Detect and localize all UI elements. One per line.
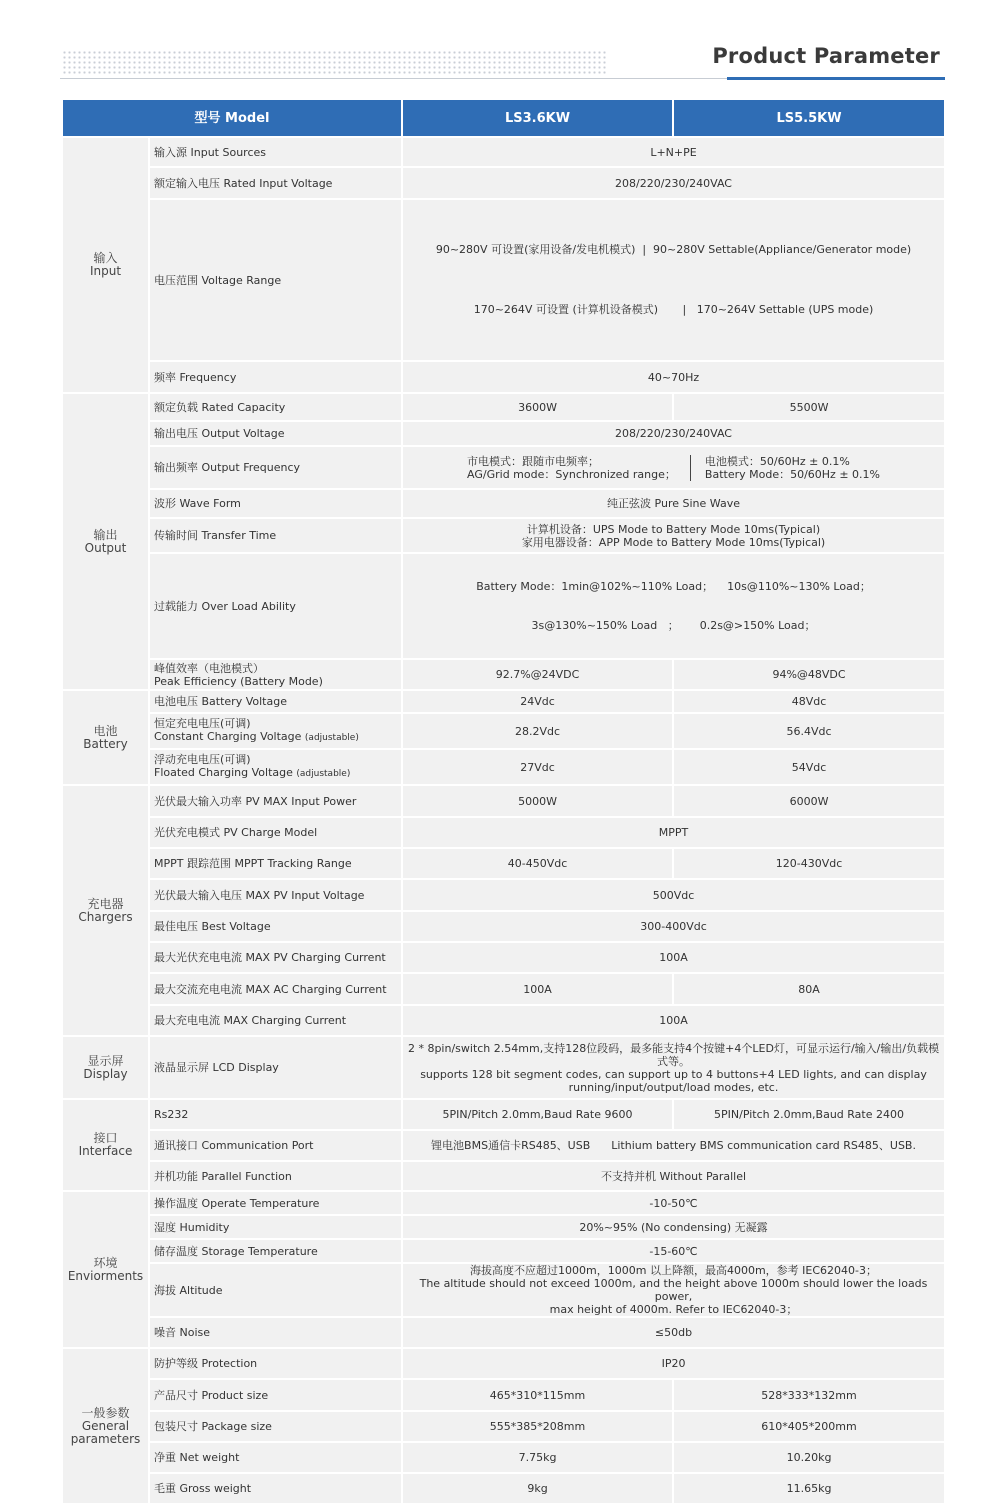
- table-row: [62, 659, 945, 690]
- category-en: Output: [84, 540, 127, 555]
- table-row: [62, 1130, 945, 1161]
- param-value: ≤50db: [402, 1317, 945, 1348]
- category-battery: [62, 690, 149, 785]
- table-row: [62, 1161, 945, 1191]
- param-value: 锂电池BMS通信卡RS485、USB Lithium battery BMS communication card RS485、USB.: [402, 1130, 945, 1161]
- table-row: [62, 553, 945, 659]
- model-ls55-header: LS5.5KW: [673, 99, 945, 137]
- param-value: 40~70Hz: [402, 361, 945, 393]
- param-label: 输出电压 Output Voltage: [149, 421, 402, 446]
- param-value: 不支持并机 Without Parallel: [402, 1161, 945, 1191]
- param-label: MPPT 跟踪范围 MPPT Tracking Range: [149, 848, 402, 879]
- param-label: 电压范围 Voltage Range: [149, 199, 402, 361]
- table-row: [62, 1473, 945, 1504]
- value-line: AG/Grid mode：Synchronized range；: [467, 467, 676, 481]
- param-label: 并机功能 Parallel Function: [149, 1161, 402, 1191]
- param-value: 6000W: [673, 785, 945, 817]
- param-label: 最佳电压 Best Voltage: [149, 911, 402, 942]
- param-value: 28.2Vdc: [402, 713, 673, 749]
- param-label: 海拔 Altitude: [149, 1263, 402, 1317]
- category-cn: 一般参数: [81, 1405, 130, 1420]
- param-value: 94%@48VDC: [673, 659, 945, 690]
- table-row: [62, 421, 945, 446]
- param-label: 额定输入电压 Rated Input Voltage: [149, 167, 402, 199]
- param-label: 最大光伏充电电流 MAX PV Charging Current: [149, 942, 402, 973]
- param-value: 120-430Vdc: [673, 848, 945, 879]
- value-line: 家用电器设备：APP Mode to Battery Mode 10ms(Typical): [521, 535, 826, 549]
- table-row: [62, 1348, 945, 1379]
- param-label: [149, 749, 402, 785]
- param-value: MPPT: [402, 817, 945, 848]
- param-label: Rs232: [149, 1099, 402, 1130]
- label-line: 浮动充电电压(可调): [154, 753, 251, 766]
- category-cn: 输出: [93, 527, 118, 542]
- param-value: 11.65kg: [673, 1473, 945, 1504]
- table-row: [62, 137, 945, 167]
- category-environment: [62, 1191, 149, 1348]
- param-value: 54Vdc: [673, 749, 945, 785]
- value-line: 电池模式：50/60Hz ± 0.1%: [704, 454, 850, 468]
- value-line: supports 128 bit segment codes, can support up to 4 buttons+4 LED lights, and can display: [420, 1067, 927, 1081]
- label-line: 峰值效率（电池模式）: [154, 661, 264, 675]
- param-label: [149, 713, 402, 749]
- table-row: [62, 199, 945, 361]
- param-label: 波形 Wave Form: [149, 489, 402, 518]
- table-row: [62, 973, 945, 1005]
- param-label: 包装尺寸 Package size: [149, 1411, 402, 1442]
- param-value: 5500W: [673, 393, 945, 421]
- page-title: Product Parameter: [712, 44, 940, 68]
- param-label: 光伏充电模式 PV Charge Model: [149, 817, 402, 848]
- label-line: Peak Efficiency (Battery Mode): [154, 674, 323, 688]
- param-value: 100A: [402, 942, 945, 973]
- param-value: 555*385*208mm: [402, 1411, 673, 1442]
- param-label: 最大充电电流 MAX Charging Current: [149, 1005, 402, 1036]
- param-value: 500Vdc: [402, 879, 945, 911]
- split-value: [407, 455, 940, 481]
- table-row: [62, 1379, 945, 1411]
- category-en: Battery: [83, 736, 128, 751]
- param-value: 27Vdc: [402, 749, 673, 785]
- table-row: [62, 1191, 945, 1215]
- table-row: [62, 518, 945, 553]
- table-row: [62, 785, 945, 817]
- label-line: [154, 766, 397, 781]
- param-value: 208/220/230/240VAC: [402, 167, 945, 199]
- param-label: 过载能力 Over Load Ability: [149, 553, 402, 659]
- category-en: General: [81, 1418, 130, 1433]
- header-dot-pattern: [62, 50, 607, 74]
- category-chargers: [62, 785, 149, 1036]
- param-value: 3600W: [402, 393, 673, 421]
- param-value: -10-50℃: [402, 1191, 945, 1215]
- param-value: L+N+PE: [402, 137, 945, 167]
- param-label: 防护等级 Protection: [149, 1348, 402, 1379]
- category-input: [62, 137, 149, 393]
- param-value: 208/220/230/240VAC: [402, 421, 945, 446]
- table-row: [62, 167, 945, 199]
- value-line: The altitude should not exceed 1000m, and the height above 1000m should lower the loads power,: [419, 1277, 928, 1303]
- param-value: 40-450Vdc: [402, 848, 673, 879]
- table-row: [62, 1263, 945, 1317]
- value-line: running/input/output/load modes, etc.: [568, 1080, 779, 1094]
- table-row: [62, 1411, 945, 1442]
- param-value: [402, 446, 945, 489]
- table-row: [62, 1036, 945, 1099]
- label-text: Constant Charging Voltage: [154, 730, 302, 743]
- param-value: 56.4Vdc: [673, 713, 945, 749]
- table-row: [62, 749, 945, 785]
- param-value: 48Vdc: [673, 690, 945, 713]
- value-line: Battery Mode：1min@102%~110% Load； 10s@110%~130% Load；: [476, 580, 871, 593]
- param-value: 24Vdc: [402, 690, 673, 713]
- value-line: 2 * 8pin/switch 2.54mm,支持128位段码，最多能支持4个按键+4个LED灯，可显示运行/输入/输出/负载模式等。: [407, 1041, 940, 1068]
- param-label: 传输时间 Transfer Time: [149, 518, 402, 553]
- table-row: [62, 446, 945, 489]
- category-interface: [62, 1099, 149, 1191]
- table-row: [62, 911, 945, 942]
- value-line: 市电模式：跟随市电频率；: [467, 454, 600, 468]
- param-label: 频率 Frequency: [149, 361, 402, 393]
- category-cn: 接口: [93, 1131, 118, 1145]
- param-label: 储存温度 Storage Temperature: [149, 1239, 402, 1263]
- param-value: 纯正弦波 Pure Sine Wave: [402, 489, 945, 518]
- category-en: parameters: [70, 1431, 141, 1446]
- param-label: 输出频率 Output Frequency: [149, 446, 402, 489]
- value-line: 计算机设备：UPS Mode to Battery Mode 10ms(Typical): [526, 522, 821, 536]
- category-en: Enviorments: [67, 1268, 144, 1283]
- value-line: 海拔高度不应超过1000m，1000m 以上降额，最高4000m，参考 IEC62040-3；: [470, 1264, 877, 1277]
- table-row: [62, 1099, 945, 1130]
- table-row: [62, 690, 945, 713]
- category-cn: 输入: [93, 251, 118, 265]
- param-value: 7.75kg: [402, 1442, 673, 1473]
- label-line: 恒定充电电压(可调): [154, 717, 251, 730]
- model-header: 型号 Model: [62, 99, 402, 137]
- param-label: 输入源 Input Sources: [149, 137, 402, 167]
- param-label: 操作温度 Operate Temperature: [149, 1191, 402, 1215]
- param-label: 光伏最大输入功率 PV MAX Input Power: [149, 785, 402, 817]
- param-value: 20%~95% (No condensing) 无凝露: [402, 1215, 945, 1239]
- param-value: [402, 518, 945, 553]
- param-value: 5000W: [402, 785, 673, 817]
- value-line: 3s@130%~150% Load ； 0.2s@>150% Load；: [531, 619, 816, 632]
- param-value: [402, 199, 945, 361]
- param-value: 610*405*200mm: [673, 1411, 945, 1442]
- param-label: 湿度 Humidity: [149, 1215, 402, 1239]
- table-row: [62, 817, 945, 848]
- split-left: [467, 455, 691, 481]
- table-row: [62, 393, 945, 421]
- param-value: -15-60℃: [402, 1239, 945, 1263]
- table-row: [62, 1215, 945, 1239]
- category-cn: 充电器: [87, 896, 124, 911]
- split-right: [691, 455, 880, 481]
- param-value: 80A: [673, 973, 945, 1005]
- category-general: [62, 1348, 149, 1504]
- param-label: 毛重 Gross weight: [149, 1473, 402, 1504]
- param-value: 92.7%@24VDC: [402, 659, 673, 690]
- spec-table: [61, 98, 946, 1505]
- param-value: [402, 1263, 945, 1317]
- param-value: IP20: [402, 1348, 945, 1379]
- param-value: 5PIN/Pitch 2.0mm,Baud Rate 9600: [402, 1099, 673, 1130]
- param-label: 净重 Net weight: [149, 1442, 402, 1473]
- param-label: 最大交流充电电流 MAX AC Charging Current: [149, 973, 402, 1005]
- param-label: 噪音 Noise: [149, 1317, 402, 1348]
- param-value: 9kg: [402, 1473, 673, 1504]
- param-value: 528*333*132mm: [673, 1379, 945, 1411]
- param-label: 产品尺寸 Product size: [149, 1379, 402, 1411]
- value-line: 170~264V 可设置 (计算机设备模式) | 170~264V Settable (UPS mode): [473, 303, 874, 316]
- param-value: 465*310*115mm: [402, 1379, 673, 1411]
- category-en: Display: [83, 1066, 128, 1081]
- category-en: Input: [89, 264, 122, 278]
- param-label: 电池电压 Battery Voltage: [149, 690, 402, 713]
- param-label: 光伏最大输入电压 MAX PV Input Voltage: [149, 879, 402, 911]
- category-en: Chargers: [78, 909, 133, 924]
- adjustable-note: (adjustable): [304, 733, 359, 743]
- param-label: [149, 659, 402, 690]
- table-row: [62, 942, 945, 973]
- param-label: 通讯接口 Communication Port: [149, 1130, 402, 1161]
- value-line: Battery Mode：50/60Hz ± 0.1%: [704, 467, 880, 481]
- param-value: 5PIN/Pitch 2.0mm,Baud Rate 2400: [673, 1099, 945, 1130]
- param-label: 额定负载 Rated Capacity: [149, 393, 402, 421]
- param-value: [402, 553, 945, 659]
- adjustable-note: (adjustable): [296, 769, 351, 779]
- table-row: [62, 361, 945, 393]
- category-cn: 环境: [93, 1255, 118, 1270]
- category-cn: 显示屏: [87, 1053, 124, 1068]
- table-row: [62, 489, 945, 518]
- param-value: 100A: [402, 1005, 945, 1036]
- table-header-row: [62, 99, 945, 137]
- table-row: [62, 879, 945, 911]
- model-ls36-header: LS3.6KW: [402, 99, 673, 137]
- param-value: 300-400Vdc: [402, 911, 945, 942]
- value-line: max height of 4000m. Refer to IEC62040-3；: [549, 1303, 798, 1316]
- table-row: [62, 713, 945, 749]
- table-row: [62, 1239, 945, 1263]
- param-value: [402, 1036, 945, 1099]
- value-line: 90~280V 可设置(家用设备/发电机模式) | 90~280V Settable(Appliance/Generator mode): [435, 243, 912, 256]
- param-label: 液晶显示屏 LCD Display: [149, 1036, 402, 1099]
- category-en: Interface: [78, 1144, 133, 1158]
- table-row: [62, 1442, 945, 1473]
- category-display: [62, 1036, 149, 1099]
- table-row: [62, 1005, 945, 1036]
- label-text: Floated Charging Voltage: [154, 766, 293, 779]
- title-underline: [727, 77, 945, 80]
- param-value: 100A: [402, 973, 673, 1005]
- category-output: [62, 393, 149, 690]
- category-cn: 电池: [93, 723, 118, 738]
- table-row: [62, 1317, 945, 1348]
- label-line: [154, 730, 397, 745]
- table-row: [62, 848, 945, 879]
- param-value: 10.20kg: [673, 1442, 945, 1473]
